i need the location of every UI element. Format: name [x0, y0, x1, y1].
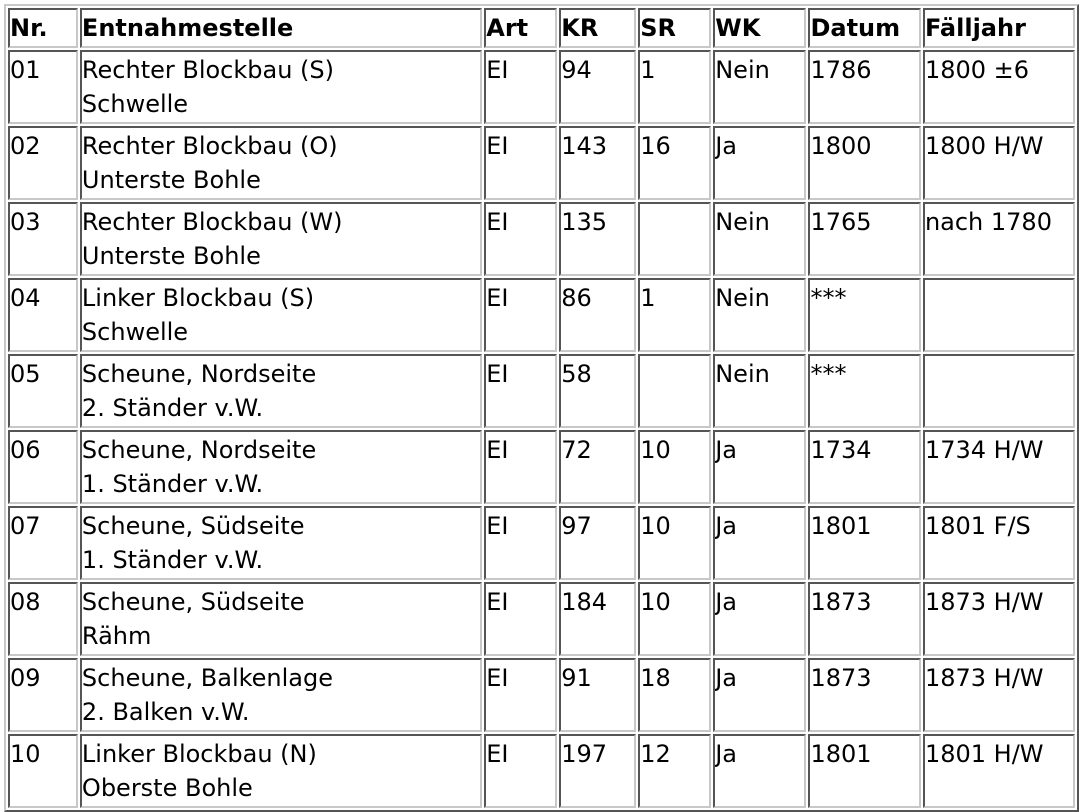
header-faelljahr: Fälljahr	[923, 8, 1075, 48]
header-row	[8, 8, 1075, 48]
table-row	[8, 354, 1075, 428]
cell-nr: 05	[8, 354, 78, 428]
cell-wk: Ja	[713, 658, 806, 732]
table-row	[8, 278, 1075, 352]
location-line-2: Rähm	[81, 622, 152, 650]
location-line-2: Unterste Bohle	[81, 166, 261, 194]
cell-faelljahr	[923, 278, 1075, 352]
cell-entnahmestelle	[80, 278, 482, 352]
cell-entnahmestelle	[80, 354, 482, 428]
sample-table	[4, 4, 1079, 812]
cell-nr: 08	[8, 582, 78, 656]
cell-faelljahr: 1873 H/W	[923, 582, 1075, 656]
cell-datum: 1800	[808, 126, 920, 200]
header-kr: KR	[559, 8, 636, 48]
location-line-1: Rechter Blockbau (O)	[81, 132, 338, 160]
table-row	[8, 582, 1075, 656]
location-line-2: Schwelle	[81, 318, 189, 346]
cell-nr: 10	[8, 734, 78, 808]
cell-wk: Ja	[713, 506, 806, 580]
cell-wk: Nein	[713, 278, 806, 352]
cell-sr: 1	[638, 50, 711, 124]
cell-wk: Nein	[713, 50, 806, 124]
cell-art: EI	[484, 582, 557, 656]
cell-sr	[638, 354, 711, 428]
cell-sr: 1	[638, 278, 711, 352]
table-row	[8, 50, 1075, 124]
cell-faelljahr: nach 1780	[923, 202, 1075, 276]
cell-datum: 1734	[808, 430, 920, 504]
location-line-1: Rechter Blockbau (S)	[81, 56, 335, 84]
location-line-2: 1. Ständer v.W.	[81, 546, 264, 574]
table-row	[8, 734, 1075, 808]
cell-kr: 86	[559, 278, 636, 352]
location-line-1: Scheune, Nordseite	[81, 360, 317, 388]
location-line-1: Scheune, Südseite	[81, 512, 305, 540]
cell-sr	[638, 202, 711, 276]
cell-sr: 10	[638, 582, 711, 656]
cell-faelljahr: 1800 H/W	[923, 126, 1075, 200]
cell-nr: 06	[8, 430, 78, 504]
cell-faelljahr: 1801 F/S	[923, 506, 1075, 580]
location-line-2: 2. Balken v.W.	[81, 698, 250, 726]
cell-datum: 1765	[808, 202, 920, 276]
table-row	[8, 506, 1075, 580]
location-line-1: Linker Blockbau (S)	[81, 284, 315, 312]
cell-wk: Nein	[713, 354, 806, 428]
cell-wk: Ja	[713, 582, 806, 656]
cell-kr: 94	[559, 50, 636, 124]
header-nr: Nr.	[8, 8, 78, 48]
cell-nr: 04	[8, 278, 78, 352]
cell-sr: 18	[638, 658, 711, 732]
location-line-2: Schwelle	[81, 90, 189, 118]
cell-sr: 10	[638, 506, 711, 580]
location-line-2: 1. Ständer v.W.	[81, 470, 264, 498]
cell-art: EI	[484, 506, 557, 580]
header-sr: SR	[638, 8, 711, 48]
header-wk: WK	[713, 8, 806, 48]
location-line-2: 2. Ständer v.W.	[81, 394, 264, 422]
cell-sr: 10	[638, 430, 711, 504]
header-datum: Datum	[808, 8, 920, 48]
cell-datum: 1873	[808, 582, 920, 656]
location-line-1: Scheune, Nordseite	[81, 436, 317, 464]
cell-art: EI	[484, 202, 557, 276]
cell-faelljahr	[923, 354, 1075, 428]
cell-nr: 01	[8, 50, 78, 124]
cell-kr: 97	[559, 506, 636, 580]
cell-nr: 02	[8, 126, 78, 200]
cell-datum: 1801	[808, 506, 920, 580]
cell-kr: 143	[559, 126, 636, 200]
cell-wk: Ja	[713, 734, 806, 808]
cell-datum: 1786	[808, 50, 920, 124]
cell-faelljahr: 1873 H/W	[923, 658, 1075, 732]
cell-kr: 72	[559, 430, 636, 504]
cell-kr: 58	[559, 354, 636, 428]
cell-entnahmestelle	[80, 126, 482, 200]
cell-faelljahr: 1734 H/W	[923, 430, 1075, 504]
cell-sr: 12	[638, 734, 711, 808]
table-row	[8, 202, 1075, 276]
cell-entnahmestelle	[80, 658, 482, 732]
cell-art: EI	[484, 278, 557, 352]
cell-nr: 07	[8, 506, 78, 580]
header-art: Art	[484, 8, 557, 48]
cell-wk: Ja	[713, 430, 806, 504]
cell-entnahmestelle	[80, 202, 482, 276]
cell-art: EI	[484, 354, 557, 428]
cell-entnahmestelle	[80, 506, 482, 580]
cell-entnahmestelle	[80, 430, 482, 504]
cell-entnahmestelle	[80, 734, 482, 808]
location-line-1: Scheune, Südseite	[81, 588, 305, 616]
table-row	[8, 658, 1075, 732]
cell-art: EI	[484, 430, 557, 504]
cell-faelljahr: 1801 H/W	[923, 734, 1075, 808]
cell-art: EI	[484, 734, 557, 808]
cell-entnahmestelle	[80, 582, 482, 656]
cell-datum: 1873	[808, 658, 920, 732]
cell-wk: Nein	[713, 202, 806, 276]
cell-kr: 135	[559, 202, 636, 276]
table-row	[8, 126, 1075, 200]
cell-art: EI	[484, 126, 557, 200]
cell-entnahmestelle	[80, 50, 482, 124]
location-line-2: Oberste Bohle	[81, 774, 253, 802]
cell-nr: 09	[8, 658, 78, 732]
location-line-1: Linker Blockbau (N)	[81, 740, 317, 768]
location-line-2: Unterste Bohle	[81, 242, 261, 270]
cell-datum: ***	[808, 278, 920, 352]
cell-kr: 197	[559, 734, 636, 808]
header-entnahmestelle: Entnahmestelle	[80, 8, 482, 48]
cell-sr: 16	[638, 126, 711, 200]
location-line-1: Rechter Blockbau (W)	[81, 208, 343, 236]
cell-kr: 91	[559, 658, 636, 732]
cell-datum: ***	[808, 354, 920, 428]
cell-nr: 03	[8, 202, 78, 276]
cell-wk: Ja	[713, 126, 806, 200]
cell-faelljahr: 1800 ±6	[923, 50, 1075, 124]
location-line-1: Scheune, Balkenlage	[81, 664, 334, 692]
cell-art: EI	[484, 658, 557, 732]
cell-datum: 1801	[808, 734, 920, 808]
cell-kr: 184	[559, 582, 636, 656]
table-row	[8, 430, 1075, 504]
cell-art: EI	[484, 50, 557, 124]
